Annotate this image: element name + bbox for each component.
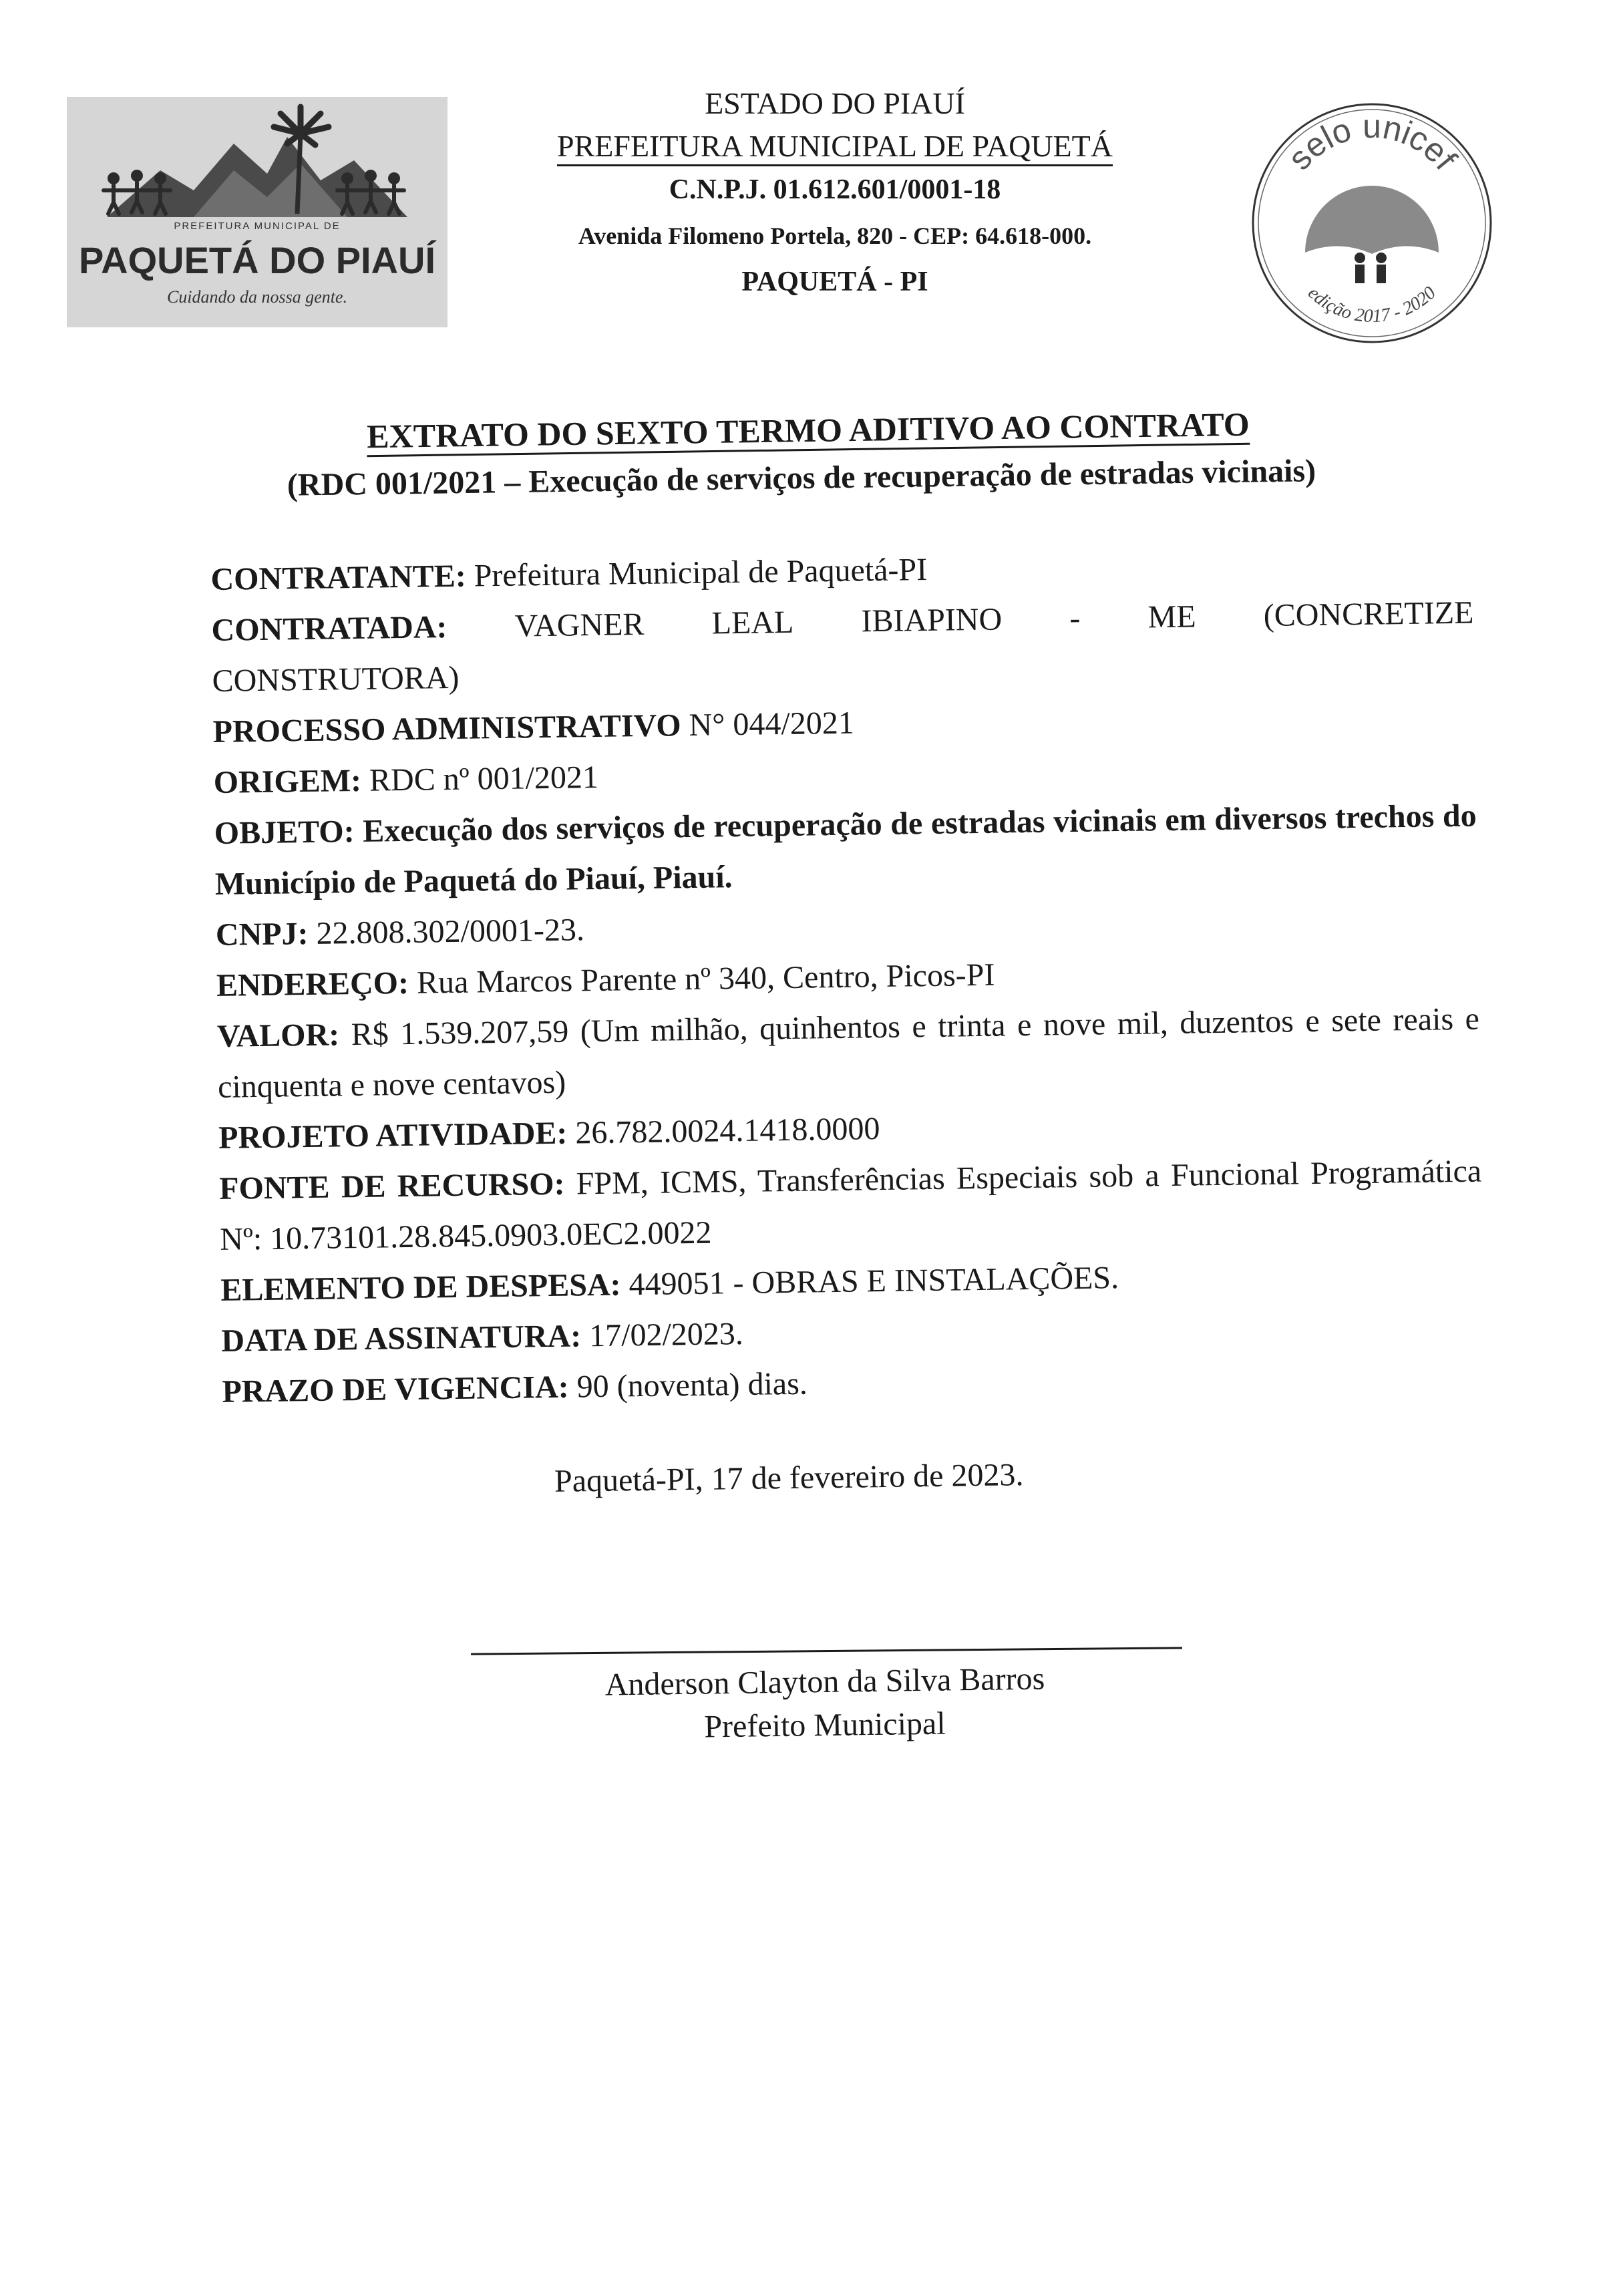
contratada-word: (CONCRETIZE	[1263, 595, 1474, 633]
elemento-label: ELEMENTO DE DESPESA:	[220, 1267, 621, 1308]
processo-label: PROCESSO ADMINISTRATIVO	[212, 707, 681, 750]
document-subtitle: (RDC 001/2021 – Execução de serviços de recuperação de estradas vicinais)	[287, 453, 1316, 503]
header-prefeitura	[468, 128, 1202, 164]
extract-body	[210, 537, 1485, 1418]
header-city: PAQUETÁ - PI	[741, 267, 928, 297]
contratada-word: IBIAPINO	[861, 601, 1003, 639]
header-address: Avenida Filomeno Portela, 820 - CEP: 64.618-000.	[578, 222, 1092, 249]
contratante-value: Prefeitura Municipal de Paquetá-PI	[474, 552, 928, 594]
contratada-word: VAGNER	[514, 606, 645, 644]
prazo-label: PRAZO DE VIGENCIA:	[222, 1369, 569, 1410]
mountains-palm-people-icon	[67, 97, 448, 230]
origem-label: ORIGEM:	[213, 762, 362, 800]
signatory-name: Anderson Clayton da Silva Barros	[604, 1661, 1045, 1703]
contratada-word: ME	[1147, 599, 1196, 635]
header-state: ESTADO DO PIAUÍ	[705, 86, 965, 120]
objeto-value: Execução dos serviços de recuperação de estradas vicinais em diversos trechos do Município de Paquetá do Piauí, Piauí.	[214, 798, 1477, 902]
cnpj-label: CNPJ:	[215, 916, 309, 953]
endereco-label: ENDEREÇO:	[216, 965, 409, 1003]
contratante-label: CONTRATANTE:	[210, 558, 467, 597]
logo-small-text: PREFEITURA MUNICIPAL DE	[174, 220, 341, 232]
umbrella-icon	[1305, 186, 1439, 254]
fonte-value: FPM, ICMS, Transferências Especiais sob a Funcional Programática Nº: 10.73101.28.845.0903.0EC2.0022	[219, 1153, 1482, 1257]
signatory-role: Prefeito Municipal	[704, 1705, 946, 1745]
unicef-seal	[1248, 99, 1496, 347]
projeto-value: 26.782.0024.1418.0000	[575, 1111, 880, 1151]
elemento-value: 449051 - OBRAS E INSTALAÇÕES.	[629, 1260, 1119, 1303]
fonte-label: FONTE DE RECURSO:	[218, 1166, 565, 1206]
document-title-text: EXTRATO DO SEXTO TERMO ADITIVO AO CONTRATO	[367, 405, 1250, 457]
contratada-word: LEAL	[711, 604, 794, 641]
signature-line	[471, 1647, 1182, 1655]
header-cnpj: C.N.P.J. 01.612.601/0001-18	[669, 174, 1001, 205]
header-prefeitura-text: PREFEITURA MUNICIPAL DE PAQUETÁ	[557, 129, 1113, 166]
logo-slogan: Cuidando da nossa gente.	[166, 287, 348, 307]
processo-value: N° 044/2021	[689, 705, 855, 744]
contratada-word: -	[1069, 600, 1081, 637]
seal-top-text: selo unicef	[1280, 108, 1464, 177]
data-value: 17/02/2023.	[588, 1315, 744, 1354]
seal-bottom-text: edição 2017 - 2020	[1304, 283, 1440, 327]
origem-value: RDC nº 001/2021	[369, 759, 599, 798]
field-valor	[217, 994, 1481, 1113]
field-fonte	[219, 1146, 1483, 1265]
endereco-value: Rua Marcos Parente nº 340, Centro, Picos-PI	[416, 957, 995, 1001]
municipality-logo	[67, 97, 448, 327]
field-objeto	[214, 791, 1477, 910]
children-icon	[1355, 253, 1387, 283]
place-date: Paquetá-PI, 17 de fevereiro de 2023.	[554, 1457, 1024, 1499]
contratada-label: CONTRATADA:	[211, 609, 448, 648]
document-title	[240, 403, 1377, 458]
data-label: DATA DE ASSINATURA:	[221, 1318, 582, 1359]
valor-value: R$ 1.539.207,59 (Um milhão, quinhentos e trinta e nove mil, duzentos e sete reais e cinquenta e nove centavos)	[217, 1001, 1480, 1105]
valor-label: VALOR:	[216, 1017, 340, 1054]
contratada-continuation: CONSTRUTORA)	[212, 659, 460, 699]
projeto-label: PROJETO ATIVIDADE:	[218, 1115, 568, 1156]
logo-name: PAQUETÁ DO PIAUÍ	[78, 239, 436, 281]
prazo-value: 90 (noventa) dias.	[576, 1365, 808, 1405]
cnpj-value: 22.808.302/0001-23.	[316, 912, 585, 951]
objeto-label: OBJETO:	[214, 814, 355, 851]
